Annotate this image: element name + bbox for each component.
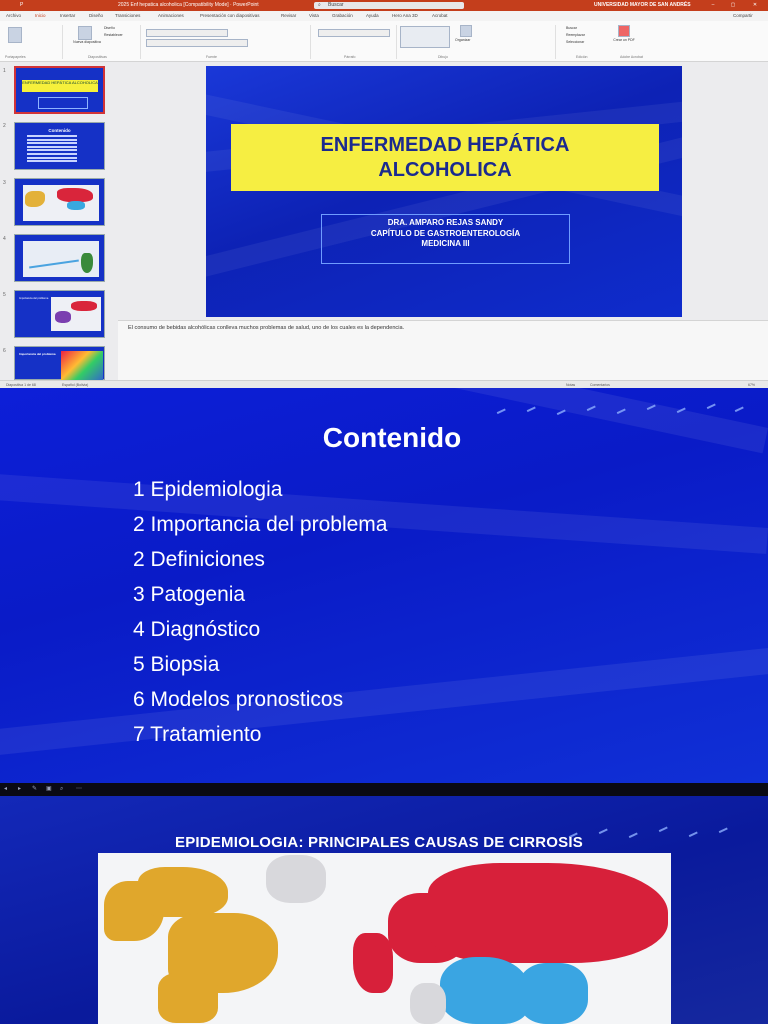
ribbon-separator: [140, 25, 141, 59]
ribbon-tabs: [0, 11, 768, 21]
thumb-number: 1: [3, 68, 6, 74]
ribbon-separator: [396, 25, 397, 59]
thumbnail-slide-6[interactable]: [14, 346, 105, 380]
thumbnail-slide-2[interactable]: [14, 122, 105, 170]
thumb-number: 3: [3, 180, 6, 186]
group-label: Adobe Acrobat: [620, 55, 643, 59]
arrange-button[interactable]: Organizar: [455, 38, 471, 42]
tab-grabacion[interactable]: Grabación: [332, 13, 353, 18]
list-item: 1 Epidemiologia: [133, 478, 283, 501]
close-button[interactable]: ✕: [752, 2, 758, 8]
list-item: 4 Diagnóstico: [133, 618, 261, 641]
thumb-title: Contenido: [48, 128, 71, 133]
thumbnail-slide-1[interactable]: [14, 66, 105, 114]
arrange-icon[interactable]: [460, 25, 472, 37]
thumb-box: [38, 97, 88, 109]
group-label: Fuente: [206, 55, 217, 59]
replace-button[interactable]: Reemplazar: [566, 33, 585, 37]
list-item: 6 Modelos pronosticos: [133, 688, 344, 711]
world-map-image: [98, 853, 671, 1024]
find-button[interactable]: Buscar: [566, 26, 577, 30]
thumbnail-slide-5[interactable]: [14, 290, 105, 338]
shapes-gallery[interactable]: [400, 26, 450, 48]
thumb-map: [51, 297, 101, 331]
search-box[interactable]: [314, 2, 464, 9]
list-item: 3 Patogenia: [133, 583, 246, 606]
list-item: 5 Biopsia: [133, 653, 220, 676]
speaker-notes-pane[interactable]: [118, 320, 768, 381]
group-label: Edición: [576, 55, 588, 59]
decorative-swooshes: [560, 824, 760, 854]
tab-ayuda[interactable]: Ayuda: [366, 13, 379, 18]
ribbon-separator: [310, 25, 311, 59]
thumb-lines: [27, 135, 77, 164]
group-label: Dibujo: [438, 55, 448, 59]
ribbon: [0, 21, 768, 62]
tab-vista[interactable]: Vista: [309, 13, 319, 18]
contenido-list: [133, 476, 387, 756]
thumb-image: [61, 351, 103, 381]
thumb-number: 6: [3, 348, 6, 354]
zoom-icon[interactable]: ⌕: [60, 786, 64, 792]
thumb-chart: [23, 241, 99, 277]
thumbnail-slide-4[interactable]: [14, 234, 105, 282]
group-label: Párrafo: [344, 55, 356, 59]
presenter-toolbar: [0, 783, 768, 796]
group-label: Portapapeles: [5, 55, 26, 59]
new-slide-icon[interactable]: [78, 26, 92, 40]
tab-acrobat[interactable]: Acrobat: [432, 13, 448, 18]
slide-epidemiologia: [0, 796, 768, 1024]
list-item: 2 Definiciones: [133, 548, 265, 571]
font-format-icons[interactable]: [146, 39, 248, 47]
search-placeholder: Buscar: [328, 2, 344, 8]
slide-contenido: [0, 388, 768, 783]
font-selector[interactable]: [146, 29, 228, 37]
tab-hero[interactable]: Hero Ana 3D: [392, 13, 418, 18]
chapter-name: CAPÍTULO DE GASTROENTEROLOGÍA: [370, 228, 521, 238]
paste-icon[interactable]: [8, 27, 22, 43]
slide-1-canvas[interactable]: [206, 66, 682, 317]
app-icon[interactable]: P: [20, 2, 24, 8]
thumb-number: 2: [3, 123, 6, 129]
tab-transiciones[interactable]: Transiciones: [115, 13, 141, 18]
pdf-icon[interactable]: [618, 25, 630, 37]
pen-icon[interactable]: ✎: [32, 786, 38, 792]
thumb-number: 4: [3, 236, 6, 242]
tab-revisar[interactable]: Revisar: [281, 13, 297, 18]
search-icon: ⌕: [318, 2, 321, 8]
thumb-text: Importancia del problema: [19, 297, 49, 300]
maximize-button[interactable]: ▢: [730, 2, 736, 8]
ribbon-separator: [62, 25, 63, 59]
tab-archivo[interactable]: Archivo: [6, 13, 22, 18]
slide-title-line-1: ENFERMEDAD HEPÁTICA: [320, 134, 570, 156]
title-bar: [0, 0, 768, 11]
create-pdf-button[interactable]: Crear un PDF: [613, 38, 635, 42]
tab-insertar[interactable]: Insertar: [60, 13, 76, 18]
language-indicator[interactable]: Español (Bolivia): [62, 383, 89, 387]
select-button[interactable]: Seleccionar: [566, 40, 585, 44]
author-name: DRA. AMPARO REJAS SANDY: [387, 218, 504, 227]
notes-button[interactable]: Notas: [566, 383, 576, 387]
thumb-map: [23, 185, 99, 221]
prev-slide-icon[interactable]: ◂: [4, 786, 8, 792]
thumb-text: Importancia del problema: [19, 352, 56, 356]
epidemiologia-title: EPIDEMIOLOGIA: PRINCIPALES CAUSAS DE CIRROSIS: [175, 834, 583, 851]
thumb-title: ENFERMEDAD HEPÁTICA ALCOHOLICA: [22, 80, 98, 92]
more-options-icon[interactable]: ⋯: [76, 786, 82, 792]
minimize-button[interactable]: –: [711, 2, 715, 8]
list-item: 7 Tratamiento: [133, 723, 262, 746]
new-slide-button[interactable]: Nueva diapositiva: [73, 40, 101, 44]
comments-button[interactable]: Comentarios: [590, 383, 610, 387]
ribbon-separator: [555, 25, 556, 59]
speaker-notes-text: El consumo de bebidas alcohólicas conlleva muchos problemas de salud, uno de los cuales es la dependencia.: [128, 325, 405, 331]
group-label: Diapositivas: [88, 55, 107, 59]
slide-title-line-2: ALCOHOLICA: [378, 159, 512, 181]
decorative-swooshes: [488, 402, 758, 424]
document-title: 2025 Enf hepatica alcoholica [Compatibility Mode] · PowerPoint: [118, 2, 259, 8]
slide-counter: Diapositiva 1 de 68: [6, 383, 36, 387]
zoom-level[interactable]: 67%: [748, 383, 756, 387]
slide-subtitle-box[interactable]: [321, 214, 570, 264]
contenido-title: Contenido: [322, 422, 462, 453]
share-button[interactable]: Compartir: [733, 13, 753, 18]
user-account[interactable]: UNIVERSIDAD MAYOR DE SAN ANDRÉS: [594, 2, 691, 8]
powerpoint-window: [0, 0, 768, 388]
tab-animaciones[interactable]: Animaciones: [158, 13, 184, 18]
thumb-number: 5: [3, 292, 6, 298]
slides-grid-icon[interactable]: ▣: [46, 786, 52, 792]
list-item: 2 Importancia del problema: [133, 513, 388, 536]
layout-button[interactable]: Diseño: [104, 26, 115, 30]
tab-presentacion[interactable]: Presentación con diapositivas: [200, 13, 260, 18]
tab-diseno[interactable]: Diseño: [89, 13, 104, 18]
slide-title[interactable]: [231, 124, 659, 191]
next-slide-icon[interactable]: ▸: [18, 786, 22, 792]
paragraph-icons[interactable]: [318, 29, 390, 37]
course-name: MEDICINA III: [421, 239, 470, 248]
thumbnail-slide-3[interactable]: [14, 178, 105, 226]
reset-button[interactable]: Restablecer: [104, 33, 123, 37]
status-bar: [0, 380, 768, 388]
tab-inicio[interactable]: Inicio: [35, 11, 46, 22]
